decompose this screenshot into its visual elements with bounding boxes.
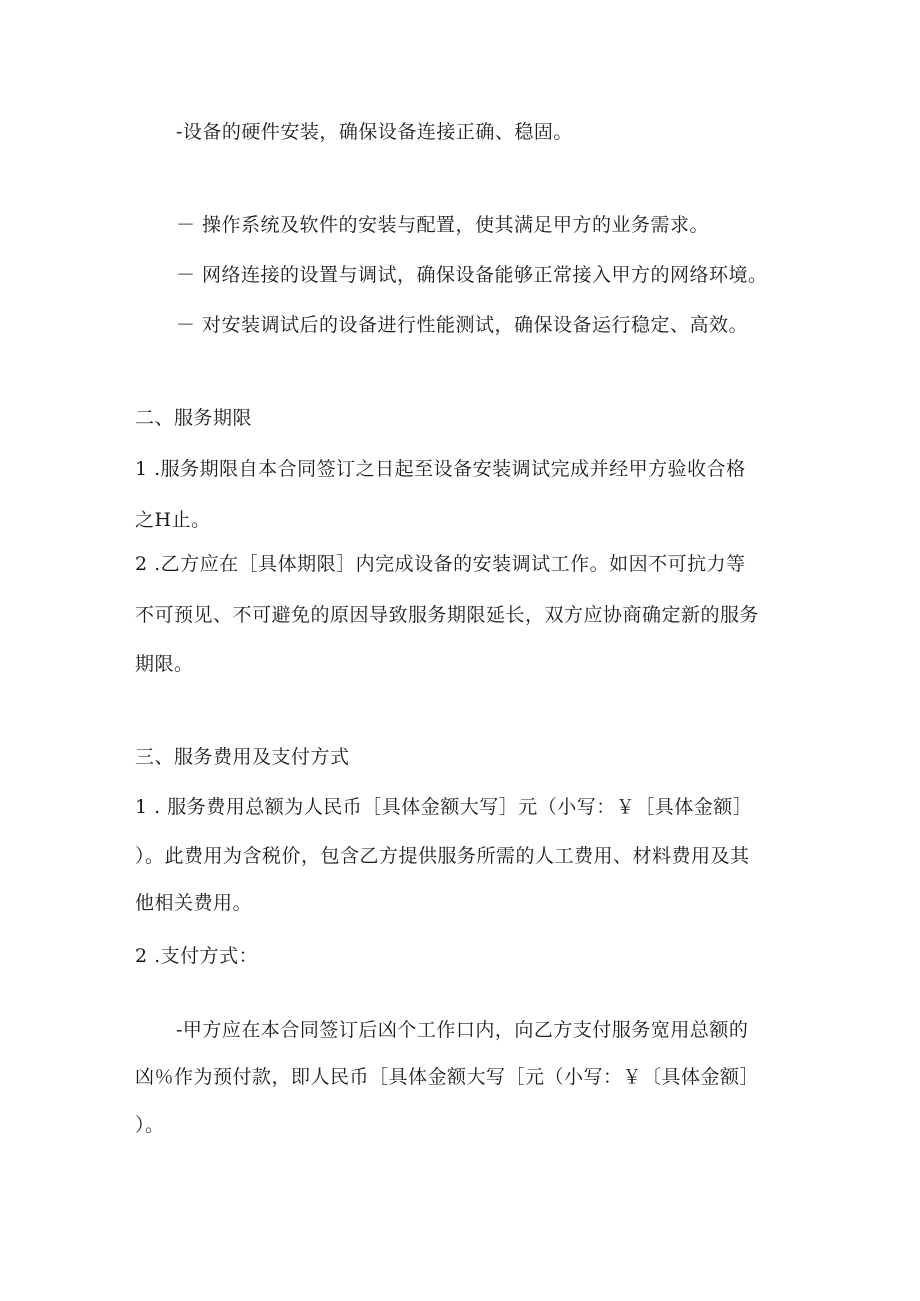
service-period-item2-line1: 2 .乙方应在［具体期限］内完成设备的安装调试工作。如因不可抗力等 [135, 553, 746, 575]
service-period-item1-line1: 1 .服务期限自本合同签订之日起至设备安装调试完成并经甲方验收合格 [135, 458, 746, 480]
service-period-item2-line2: 不可预见、不可避免的原因导致服务期限延长，双方应协商确定新的服务 [135, 604, 760, 626]
service-period-item1-line2: 之H止。 [135, 509, 211, 531]
bullet-os-software: － 操作系统及软件的安装与配置，使其满足甲方的业务需求。 [176, 214, 710, 236]
payment-line2: 凶％作为预付款，即人民币［具体金额大写［元（小写：￥〔具体金额］ [135, 1066, 760, 1088]
section-heading-fees-payment: 三、服务费用及支付方式 [135, 746, 350, 768]
fees-item1-line1: 1 . 服务费用总额为人民币［具体金额大写］元（小写：￥［具体金额］ [135, 796, 753, 818]
fees-item2-line1: 2 .支付方式： [135, 945, 259, 967]
bullet-network-setup: － 网络连接的设置与调试，确保设备能够正常接入甲方的网络环境。 [176, 264, 768, 286]
service-period-item2-line3: 期限。 [135, 653, 194, 675]
payment-line1: -甲方应在本合同签订后凶个工作口内，向乙方支付服务宽用总额的 [176, 1019, 749, 1041]
bullet-performance-test: － 对安装调试后的设备进行性能测试，确保设备运行稳定、高效。 [176, 314, 749, 336]
bullet-hardware-install: -设备的硬件安装，确保设备连接正确、稳固。 [176, 121, 573, 143]
fees-item1-line3: 他相关费用。 [135, 892, 253, 914]
payment-line3: ）。 [135, 1114, 165, 1136]
fees-item1-line2: ）。此费用为含税价，包含乙方提供服务所需的人工费用、材料费用及其 [135, 845, 750, 867]
section-heading-service-period: 二、服务期限 [135, 407, 253, 429]
